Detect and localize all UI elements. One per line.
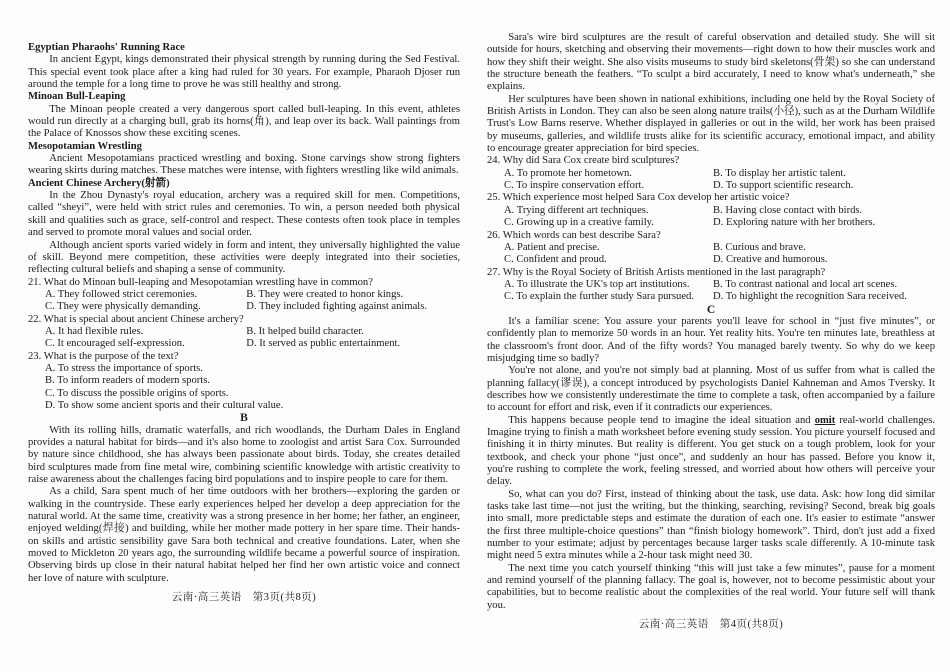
article-heading-mesopotamian: Mesopotamian Wrestling — [28, 140, 142, 152]
question-21-options — [28, 289, 460, 314]
question-26-options — [487, 242, 935, 267]
section-c-label: C — [706, 303, 716, 316]
question-27-options — [487, 279, 935, 304]
question-27-option-d: D. To highlight the recognition Sara received. — [713, 291, 907, 303]
question-22-stem: 22. What is special about ancient Chinese archery? — [28, 313, 244, 325]
question-22-option-a: A. It had flexible rules. — [45, 325, 144, 337]
question-24-stem: 24. Why did Sara Cox create bird sculptures? — [487, 155, 680, 167]
question-25-option-b: B. Having close contact with birds. — [713, 204, 863, 216]
question-21-option-d: D. They included fighting against animals. — [246, 301, 428, 313]
question-21-option-b: B. They were created to honor kings. — [246, 288, 404, 300]
question-27-option-a: A. To illustrate the UK's top art institutions. — [504, 278, 690, 290]
question-27 — [487, 267, 935, 304]
question-24 — [487, 155, 935, 192]
page-4-footer: 云南·高三英语 第4页(共8页) — [638, 619, 784, 631]
question-22 — [28, 314, 460, 351]
question-24-option-b: B. To display her artistic talent. — [713, 167, 846, 179]
paragraph-sculptures: Sara's wire bird sculptures are the result of careful observation and detailed study. She will sit outside for hours, sketching and observing their movements—right down to how their muscles work and how they shift their weight. She also visits museums to study bird skeletons(骨架) so she can understand the structure beneath the feathers. “To sculpt a bird accurately, I need to know what's underneath,” she explains. — [487, 32, 935, 93]
question-22-option-c: C. It encouraged self-expression. — [45, 338, 185, 350]
question-27-option-c: C. To explain the further study Sara pursued. — [504, 291, 695, 303]
paragraph-closing: The next time you catch yourself thinking “this will just take a few minutes”, pause for a moment and remind yourself of the planning fallacy. The goal is, however, not to become pessimistic about your capabilities, but to become realistic about the complexities of the real world. Your future self will thank you. — [487, 562, 935, 611]
question-24-options — [487, 168, 935, 193]
section-b-label: B — [240, 412, 248, 425]
question-25 — [487, 192, 935, 229]
question-26-option-d: D. Creative and humorous. — [713, 254, 828, 266]
paragraph-minoan: The Minoan people created a very dangerous sport called bull-leaping. In this event, athletes would run directly at a charging bull, grab its horns(角), and leap over its back. Wall paintings from the Palace of Knossos show these exciting scenes. — [28, 103, 460, 140]
article-heading-minoan: Minoan Bull-Leaping — [28, 91, 126, 103]
question-25-option-a: A. Trying different art techniques. — [504, 204, 649, 216]
paragraph-omit-pre: This happens because people tend to imagine the ideal situation and — [508, 414, 815, 426]
question-24-option-d: D. To support scientific research. — [713, 180, 854, 192]
question-23-option-a: A. To stress the importance of sports. — [45, 362, 203, 374]
question-26-stem: 26. Which words can best describe Sara? — [487, 229, 661, 241]
paragraph-archery: In the Zhou Dynasty's royal education, archery was a required skill for men. Competitions, called “sheyi”, were held with strict rules and ceremonies. To win, a person needed both physical skill and qualities such as grace, self-control and respect. These contests often took place in temples and served to promote moral values and social order. — [28, 190, 460, 239]
question-21-option-c: C. They were physically demanding. — [45, 301, 201, 313]
article-heading-archery: Ancient Chinese Archery(射箭) — [28, 177, 170, 189]
paragraph-durham: With its rolling hills, dramatic waterfalls, and rich woodlands, the Durham Dales in England provides a natural habitat for birds—and it's also home to zoologist and artist Sara Cox. Surrounded by nature since childhood, she has always been passionate about birds. Today, she creates detailed bird sculptures made from fine metal wire, combining scientific knowledge with artistic creativity to raise awareness about the challenges facing bird populations and to inspire people to care for them. — [28, 424, 460, 486]
question-24-option-a: A. To promote her hometown. — [504, 167, 632, 179]
question-21 — [28, 277, 460, 314]
underlined-word-omit: omit — [814, 414, 836, 426]
page-3 — [28, 42, 460, 604]
question-22-option-d: D. It served as public entertainment. — [246, 338, 401, 350]
question-21-stem: 21. What do Minoan bull-leaping and Mesopotamian wrestling have in common? — [28, 276, 373, 288]
question-22-option-b: B. It helped build character. — [246, 325, 364, 337]
question-23-stem: 23. What is the purpose of the text? — [28, 350, 179, 362]
question-25-option-d: D. Exploring nature with her brothers. — [713, 217, 876, 229]
paragraph-exhibitions: Her sculptures have been shown in national exhibitions, including one held by the Royal Society of British Artists in London. They can also be seen along nature trails(小径), such as at the Durham Wildlife Trust's Low Barns reserve. Whether displayed in galleries or out in the wild, her work has been praised by museums, galleries, and wildlife trusts alike for its scientific accuracy, emotional impact, and ability to encourage greater appreciation for bird species. — [487, 93, 935, 155]
page-4 — [487, 32, 935, 632]
question-23-option-c: C. To discuss the possible origins of sports. — [45, 387, 229, 399]
question-23-option-d: D. To show some ancient sports and their cultural value. — [45, 399, 284, 411]
question-26-option-a: A. Patient and precise. — [504, 241, 600, 253]
article-heading-egyptian: Egyptian Pharaohs' Running Race — [28, 42, 185, 53]
paragraph-omit — [487, 415, 935, 489]
paragraph-advice: So, what can you do? First, instead of thinking about the task, use data. Ask: how long did similar tasks take last time—not just the writing, but the thinking, searching, revising? Second, break big goals into small, more predictable steps and estimate the duration of each one. It's easier to estimate “answer the first three multiple-choice questions” than “finish biology homework”. Third, don't just add a fixed number to your estimate; adjust by percentages because larger tasks scale differently. A 10-minute task might need 5 extra minutes while a 2-hour task might need 30. — [487, 488, 935, 562]
question-23-options — [28, 363, 460, 412]
paragraph-conclusion: Although ancient sports varied widely in form and intent, they universally highlighted the value of skill. Beyond mere competition, these activities were deeply integrated into their societies, reflecting cultural beliefs and shaping a sense of community. — [28, 239, 460, 276]
paragraph-childhood: As a child, Sara spent much of her time outdoors with her brothers—exploring the garden or walking in the countryside. These early experiences helped her develop a deep appreciation for the natural world. At the same time, creativity was a strong presence in her home; her father, an engineer, enjoyed welding(焊接) and building, while her mother made pottery in her spare time. Their hands-on skills and artistic sensibility gave Sara both technical and creative foundations. Later, when she moved to Mickleton 20 years ago, the surrounding wildlife became a powerful source of inspiration. Observing birds up close in their natural habitat helped her find her own artistic voice and connect her love of nature with sculpture. — [28, 486, 460, 584]
paragraph-omit-post: real-world challenges. Imagine trying to finish a math worksheet before evening study session. You picture yourself focused and finishing it in thirty minutes. But reality is different. You get stuck on a tough problem, look for your textbook, and check your phone “just once”, and suddenly an hour has passed. Before you know it, you're rushing to complete the work, feeling stressed, and worried about how others will perceive your delay. — [487, 414, 935, 488]
question-21-option-a: A. They followed strict ceremonies. — [45, 288, 198, 300]
question-23-option-b: B. To inform readers of modern sports. — [45, 375, 210, 387]
question-25-stem: 25. Which experience most helped Sara Cox develop her artistic voice? — [487, 192, 790, 204]
question-26-option-c: C. Confident and proud. — [504, 254, 607, 266]
question-24-option-c: C. To inspire conservation effort. — [504, 180, 645, 192]
question-26 — [487, 230, 935, 267]
paragraph-mesopotamian: Ancient Mesopotamians practiced wrestling and boxing. Stone carvings show strong fighters wearing skirts during matches. These matches were intense, with fighters wrestling like wild animals. — [28, 153, 460, 177]
paragraph-egyptian: In ancient Egypt, kings demonstrated their physical strength by running during the Sed Festival. This special event took place after a king had ruled for 30 years. For example, Pharaoh Djoser run around the temple for a long time to prove he was still healthy and strong. — [28, 54, 460, 91]
question-25-options — [487, 205, 935, 230]
question-23 — [28, 351, 460, 413]
page-3-footer: 云南·高三英语 第3页(共8页) — [171, 592, 317, 604]
paragraph-fallacy: You're not alone, and you're not simply bad at planning. Most of us suffer from what is called the planning fallacy(谬误), a concept introduced by psychologists Daniel Kahneman and Amos Tversky. It describes how we consistently underestimate the time to complete a task, often accompanied by a failure to account for effort and risk, even if it contradicts our experiences. — [487, 365, 935, 414]
paragraph-scene: It's a familiar scene: You assure your parents you'll leave for school in “just five minutes”, or confidently plan to memorize 50 words in an hour. Yet reality hits. You're ten minutes late, breathless at the classroom's front door. And of the fifty words? You managed barely twenty. So why do we keep misjudging time so badly? — [487, 315, 935, 364]
question-26-option-b: B. Curious and brave. — [713, 241, 806, 253]
question-27-stem: 27. Why is the Royal Society of British Artists mentioned in the last paragraph? — [487, 266, 826, 278]
question-22-options — [28, 326, 460, 351]
question-25-option-c: C. Growing up in a creative family. — [504, 217, 654, 229]
question-27-option-b: B. To contrast national and local art scenes. — [713, 278, 898, 290]
